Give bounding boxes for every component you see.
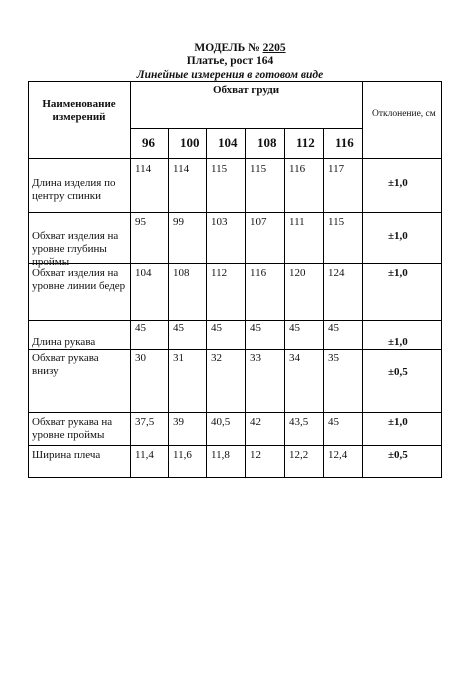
table-cell: 39	[173, 416, 184, 428]
deviation-value: ±0,5	[388, 366, 408, 378]
table-cell: 124	[328, 267, 345, 279]
name-column-header: Наименование измерений	[42, 98, 116, 123]
deviation-value: ±1,0	[388, 267, 408, 279]
bust-group-header: Обхват груди	[212, 84, 280, 96]
table-cell: 104	[135, 267, 152, 279]
table-cell: 12,2	[289, 449, 309, 461]
size-header: 112	[296, 135, 315, 150]
table-cell: 45	[173, 322, 184, 334]
table-cell: 35	[328, 352, 339, 364]
table-cell: 115	[250, 163, 267, 175]
row-name: Обхват изделия на уровне линии бедер	[32, 267, 126, 292]
table-vline	[130, 81, 131, 478]
table-cell: 11,4	[135, 449, 154, 461]
table-hline	[28, 158, 441, 159]
size-header: 96	[142, 135, 155, 150]
deviation-value: ±1,0	[388, 336, 408, 348]
size-header: 100	[180, 135, 200, 150]
table-hline	[28, 81, 441, 82]
table-cell: 12	[250, 449, 261, 461]
table-hline	[28, 212, 441, 213]
row-name: Обхват рукава внизу	[32, 352, 99, 377]
table-cell: 115	[211, 163, 228, 175]
table-cell: 103	[211, 216, 228, 228]
table-cell: 37,5	[135, 416, 155, 428]
table-cell: 115	[328, 216, 345, 228]
table-cell: 33	[250, 352, 261, 364]
table-cell: 116	[289, 163, 306, 175]
table-cell: 45	[328, 322, 339, 334]
table-cell: 11,6	[173, 449, 192, 461]
table-hline	[28, 320, 441, 321]
table-vline	[441, 81, 442, 478]
table-cell: 42	[250, 416, 261, 428]
table-cell: 95	[135, 216, 146, 228]
table-cell: 32	[211, 352, 222, 364]
table-cell: 114	[173, 163, 190, 175]
deviation-value: ±1,0	[388, 177, 408, 189]
deviation-value: ±0,5	[388, 449, 408, 461]
table-cell: 45	[211, 322, 222, 334]
table-cell: 114	[135, 163, 152, 175]
size-header: 116	[335, 135, 354, 150]
model-number: 2205	[262, 42, 286, 54]
table-cell: 107	[250, 216, 267, 228]
table-cell: 120	[289, 267, 306, 279]
row-name: Длина рукава	[32, 336, 96, 348]
table-hline	[28, 445, 441, 446]
table-cell: 31	[173, 352, 184, 364]
model-label: МОДЕЛЬ №	[194, 42, 260, 54]
model-title	[10, 42, 460, 55]
table-cell: 34	[289, 352, 300, 364]
subtitle: Платье, рост 164	[186, 55, 274, 67]
table-hline	[28, 412, 441, 413]
row-name: Обхват рукава на уровне проймы	[32, 416, 113, 441]
table-hline	[28, 349, 441, 350]
table-cell: 12,4	[328, 449, 348, 461]
table-vline	[362, 81, 363, 478]
table-cell: 117	[328, 163, 345, 175]
table-cell: 111	[289, 216, 305, 228]
row-name: Длина изделия по центру спинки	[32, 177, 116, 202]
table-cell: 45	[328, 416, 339, 428]
size-header: 108	[257, 135, 277, 150]
table-vline	[168, 128, 169, 478]
table-cell: 99	[173, 216, 184, 228]
deviation-value: ±1,0	[388, 230, 408, 242]
table-cell: 40,5	[211, 416, 231, 428]
table-cell: 108	[173, 267, 190, 279]
row-name: Ширина плеча	[32, 449, 101, 461]
table-cell: 43,5	[289, 416, 309, 428]
table-caption: Линейные измерения в готовом виде	[136, 69, 324, 81]
row-name: Обхват изделия на уровне глубины проймы	[32, 230, 119, 268]
table-cell: 30	[135, 352, 146, 364]
table-vline	[323, 128, 324, 478]
table-vline	[28, 81, 29, 478]
deviation-value: ±1,0	[388, 416, 408, 428]
table-vline	[206, 128, 207, 478]
table-hline	[28, 477, 441, 478]
table-vline	[284, 128, 285, 478]
table-cell: 45	[250, 322, 261, 334]
table-cell: 112	[211, 267, 228, 279]
deviation-column-header: Отклонение, см	[372, 109, 436, 119]
size-header: 104	[218, 135, 238, 150]
table-cell: 116	[250, 267, 267, 279]
table-vline	[245, 128, 246, 478]
table-cell: 45	[135, 322, 146, 334]
table-cell: 11,8	[211, 449, 230, 461]
table-hline	[130, 128, 362, 129]
table-cell: 45	[289, 322, 300, 334]
